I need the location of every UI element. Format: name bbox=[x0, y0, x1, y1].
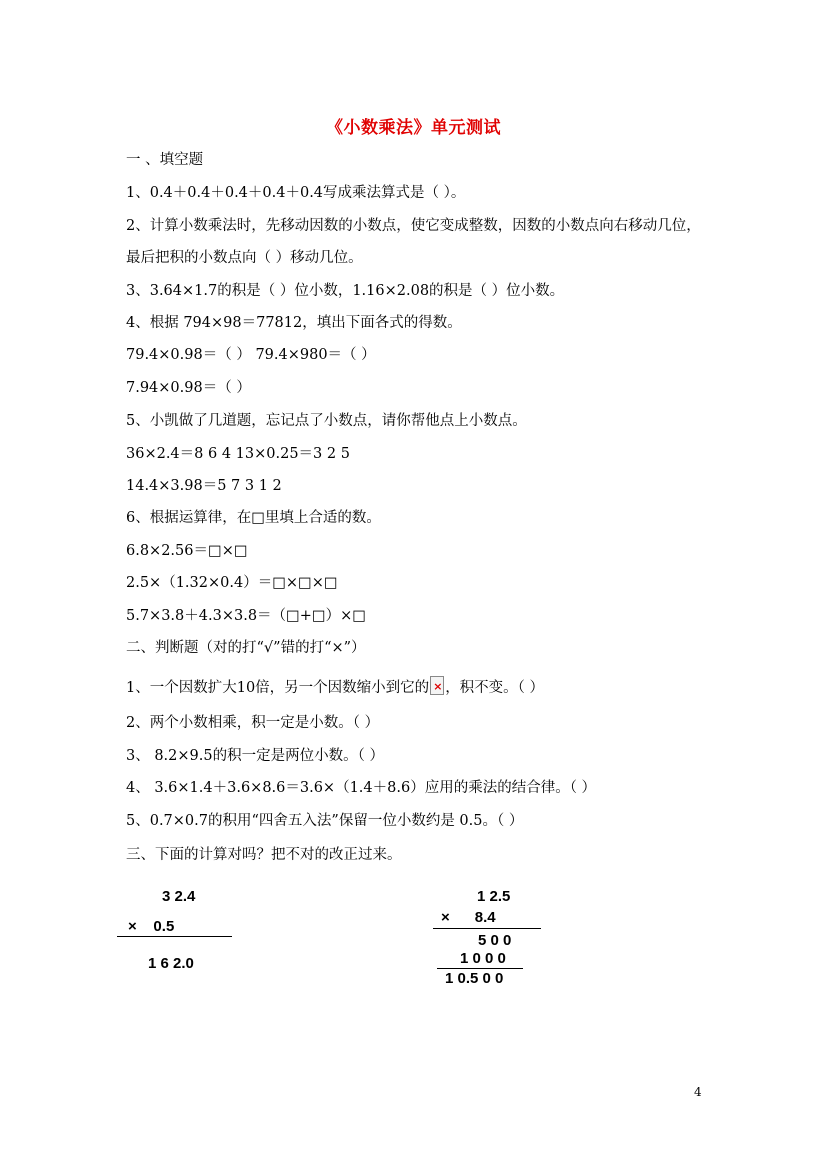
judge-line-4: 三、下面的计算对吗？把不对的改正过来。 bbox=[126, 847, 402, 863]
calc2-line5: 1 0.5 0 0 bbox=[445, 970, 504, 987]
text-line-7: 7.94×0.98＝（ ） bbox=[126, 380, 251, 396]
text-line-4: 3、3.64×1.7的积是（ ）位小数，1.16×2.08的积是（ ）位小数。 bbox=[126, 283, 565, 299]
page-title: 《小数乘法》单元测试 bbox=[326, 118, 501, 138]
text-line-13: 2.5×（1.32×0.4）＝□×□×□ bbox=[126, 575, 338, 591]
text-line-0: 一 、填空题 bbox=[126, 152, 204, 168]
calc2-rule2 bbox=[437, 968, 523, 969]
calc2-line2: × 8.4 bbox=[441, 909, 496, 926]
calc2-rule1 bbox=[433, 928, 541, 929]
text-line-12: 6.8×2.56＝□×□ bbox=[126, 543, 248, 559]
calc2-line4: 1 0 0 0 bbox=[460, 950, 506, 967]
judge-question-1-before: 1、一个因数扩大10倍，另一个因数缩小到它的 bbox=[126, 680, 430, 696]
text-line-5: 4、根据 794×98＝77812，填出下面各式的得数。 bbox=[126, 315, 462, 331]
judge-line-2: 4、 3.6×1.4＋3.6×8.6＝3.6×（1.4＋8.6）应用的乘法的结合律。（ ） bbox=[126, 780, 597, 796]
text-line-2: 2、计算小数乘法时，先移动因数的小数点，使它变成整数，因数的小数点向右移动几位， bbox=[126, 218, 701, 234]
text-line-3: 最后把积的小数点向（ ）移动几位。 bbox=[126, 250, 363, 266]
judge-line-3: 5、0.7×0.7的积用“四舍五入法”保留一位小数约是 0.5。（ ） bbox=[126, 813, 524, 829]
calc2-line1: 1 2.5 bbox=[477, 888, 511, 905]
text-line-8: 5、小凯做了几道题，忘记点了小数点，请你帮他点上小数点。 bbox=[126, 413, 527, 429]
text-line-11: 6、根据运算律，在□里填上合适的数。 bbox=[126, 510, 381, 526]
page-number: 4 bbox=[694, 1085, 702, 1099]
text-line-15: 二、判断题（对的打“√”错的打“×”） bbox=[126, 640, 366, 656]
text-line-10: 14.4×3.98＝5 7 3 1 2 bbox=[126, 478, 282, 494]
judge-line-0: 2、两个小数相乘，积一定是小数。（ ） bbox=[126, 715, 380, 731]
text-line-9: 36×2.4＝8 6 4 13×0.25＝3 2 5 bbox=[126, 446, 350, 462]
text-line-1: 1、0.4＋0.4＋0.4＋0.4＋0.4写成乘法算式是（ ）。 bbox=[126, 185, 466, 201]
calc1-line1: 3 2.4 bbox=[162, 888, 196, 905]
text-line-6: 79.4×0.98＝（ ） 79.4×980＝（ ） bbox=[126, 347, 376, 363]
calc2-line3: 5 0 0 bbox=[478, 932, 512, 949]
judge-line-1: 3、 8.2×9.5的积一定是两位小数。（ ） bbox=[126, 748, 384, 764]
judge-question-1-after: ，积不变。（ ） bbox=[445, 680, 545, 696]
broken-image-icon bbox=[430, 676, 444, 695]
calc1-rule bbox=[117, 936, 232, 937]
text-line-14: 5.7×3.8＋4.3×3.8＝（□+□）×□ bbox=[126, 608, 366, 624]
calc1-line2: × 0.5 bbox=[128, 918, 175, 935]
calc1-line3: 1 6 2.0 bbox=[148, 955, 194, 972]
judge-question-1 bbox=[126, 676, 544, 698]
